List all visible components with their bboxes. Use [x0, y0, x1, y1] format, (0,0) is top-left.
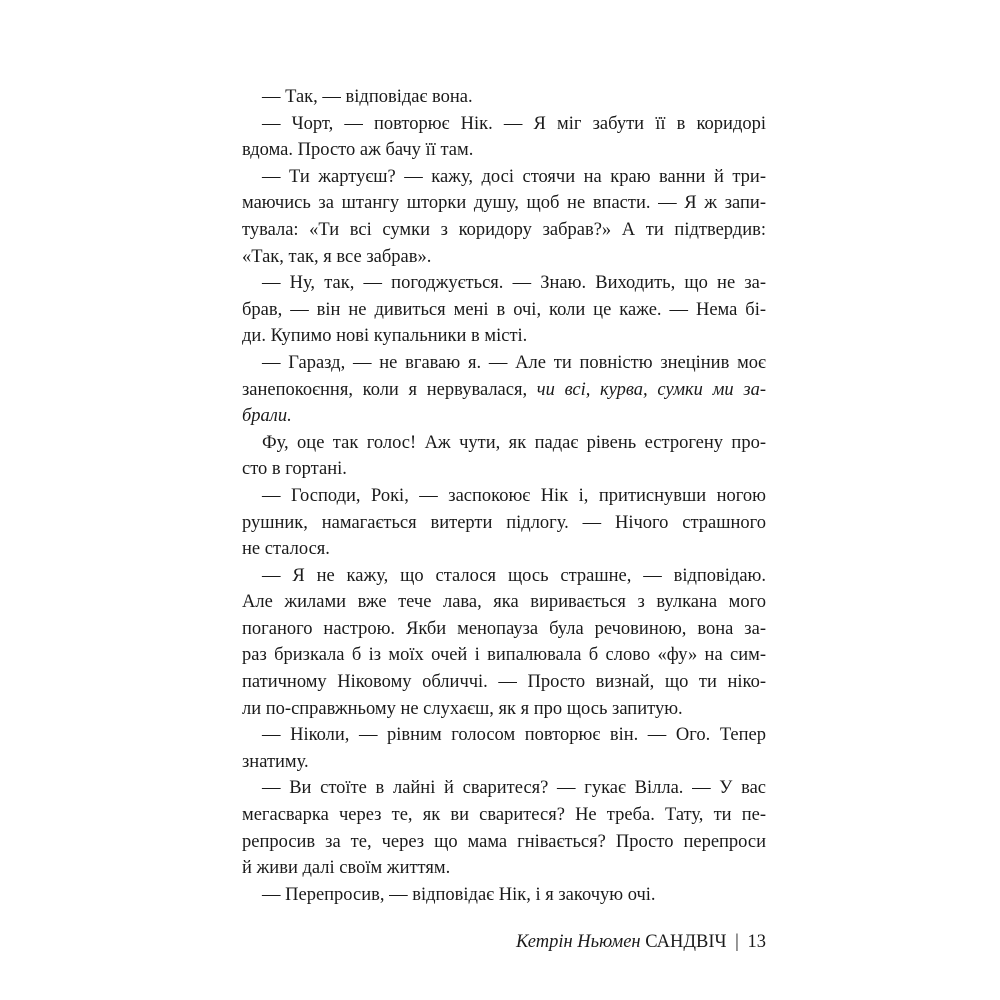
text-line: [242, 510, 766, 537]
text-line: [242, 536, 766, 563]
line-text: не сталося.: [242, 539, 330, 560]
line-text: — Так, — відповідає вона.: [262, 87, 473, 107]
text-line: [242, 616, 766, 643]
text-line: [242, 456, 766, 483]
text-line: [242, 217, 766, 244]
line-text: Але жилами вже тече лава, яка виривається з вулкана мого: [242, 592, 766, 613]
footer-author: Кетрін Ньюмен: [515, 932, 641, 952]
line-text: занепокоєння, коли я нервувалася,: [242, 379, 537, 400]
line-text: «Так, так, я все забрав».: [242, 246, 432, 267]
text-line: [242, 669, 766, 696]
italic-text: чи всі, курва, сумки ми за-: [536, 379, 766, 400]
text-line: [242, 244, 766, 271]
text-line: [242, 164, 766, 191]
text-line: [242, 775, 766, 802]
line-text: — Я не кажу, що сталося щось страшне, — відповідаю.: [262, 565, 766, 586]
line-text: — Ну, так, — погоджується. — Знаю. Виходить, що не за-: [262, 273, 766, 294]
line-text: сто в гортані.: [242, 459, 347, 480]
body-text: [242, 84, 766, 908]
line-text: — Ніколи, — рівним голосом повторює він. — Ого. Тепер: [262, 725, 766, 746]
text-line: [242, 563, 766, 590]
text-line: [242, 829, 766, 856]
text-line: [242, 350, 766, 377]
line-text: поганого настрою. Якби менопауза була речовиною, вона за-: [242, 618, 766, 639]
text-line: [242, 377, 766, 404]
text-line: [242, 137, 766, 164]
text-line: [242, 297, 766, 324]
text-line: [242, 270, 766, 297]
line-text: — Господи, Рокі, — заспокоює Нік і, притиснувши ногою: [262, 485, 766, 506]
text-line: [242, 190, 766, 217]
text-line: [242, 483, 766, 510]
line-text: мегасварка через те, як ви сваритеся? Не треба. Тату, ти пе-: [242, 805, 766, 826]
text-line: [242, 403, 766, 430]
page-number: 13: [747, 932, 766, 952]
text-line: [242, 855, 766, 882]
text-line: [242, 696, 766, 723]
text-line: [242, 84, 766, 111]
line-text: маючись за штангу шторки душу, щоб не впасти. — Я ж запи-: [242, 193, 766, 214]
line-text: — Гаразд, — не вгаваю я. — Але ти повністю знецінив моє: [262, 352, 766, 373]
line-text: вдома. Просто аж бачу її там.: [242, 140, 474, 161]
line-text: — Перепросив, — відповідає Нік, і я закочую очі.: [262, 884, 656, 905]
line-text: репросив за те, через що мама гнівається? Просто перепроси: [242, 831, 766, 852]
text-line: [242, 323, 766, 350]
text-line: [242, 111, 766, 138]
text-line: [242, 430, 766, 457]
line-text: ли по-справжньому не слухаєш, як я про щось запитую.: [242, 698, 683, 719]
line-text: рушник, намагається витерти підлогу. — Нічого страшного: [242, 512, 766, 533]
line-text: Фу, оце так голос! Аж чути, як падає рівень естрогену про-: [262, 432, 766, 453]
italic-text: брали.: [242, 406, 292, 427]
text-line: [242, 802, 766, 829]
footer-book-title: САНДВІЧ: [645, 932, 727, 952]
line-text: тувала: «Ти всі сумки з коридору забрав?» А ти підтвердив:: [242, 219, 766, 240]
footer-separator: |: [735, 932, 739, 952]
line-text: ди. Купимо нові купальники в місті.: [242, 326, 528, 347]
line-text: — Ви стоїте в лайні й сваритеся? — гукає Вілла. — У вас: [262, 778, 766, 799]
text-line: [242, 749, 766, 776]
text-line: [242, 589, 766, 616]
text-line: [242, 882, 766, 909]
line-text: — Чорт, — повторює Нік. — Я міг забути її в коридорі: [262, 113, 766, 134]
text-line: [242, 722, 766, 749]
line-text: раз бризкала б із моїх очей і випалювала б слово «фу» на сим-: [242, 645, 766, 666]
running-footer: [500, 930, 766, 954]
line-text: — Ти жартуєш? — кажу, досі стоячи на краю ванни й три-: [262, 166, 766, 187]
line-text: патичному Ніковому обличчі. — Просто визнай, що ти ніко-: [242, 672, 766, 693]
line-text: й живи далі своїм життям.: [242, 858, 451, 879]
line-text: брав, — він не дивиться мені в очі, коли це каже. — Нема бі-: [242, 299, 766, 320]
line-text: знатиму.: [242, 751, 309, 772]
text-line: [242, 642, 766, 669]
